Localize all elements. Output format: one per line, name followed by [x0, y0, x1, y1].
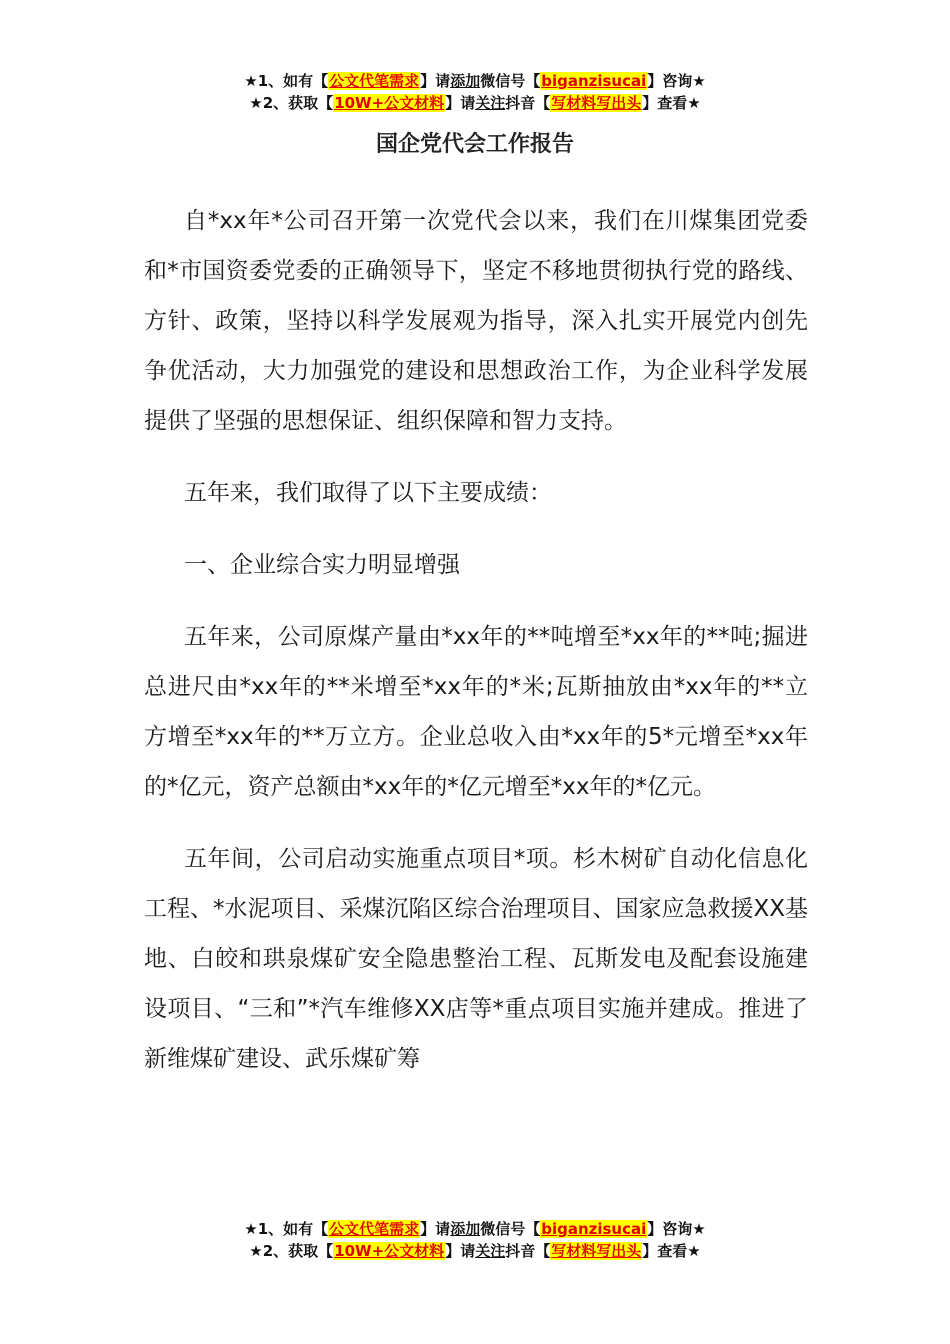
promo-text: 】请	[420, 72, 451, 90]
document-body	[144, 196, 808, 1106]
promo-highlight: 写材料写出头	[551, 94, 642, 112]
promo-underlined: 关注	[475, 94, 506, 112]
promo-highlight: 公文代笔需求	[329, 72, 420, 90]
paragraph: 五年间，公司启动实施重点项目*项。杉木树矿自动化信息化工程、*水泥项目、采煤沉陷区综合治理项目、国家应急救援XX基地、白皎和珙泉煤矿安全隐患整治工程、瓦斯发电及配套设施建设项目、“三和”*汽车维修XX店等*重点项目实施并建成。推进了新维煤矿建设、武乐煤矿筹	[144, 846, 809, 1072]
promo-underlined: 添加	[450, 72, 481, 90]
promo-underlined: 关注	[475, 1242, 506, 1260]
promo-underlined: 添加	[450, 1220, 481, 1238]
promo-line-1	[0, 70, 950, 92]
promo-highlight: 写材料写出头	[551, 1242, 642, 1260]
promo-text: 】请	[420, 1220, 451, 1238]
paragraph: 五年来，我们取得了以下主要成绩：	[184, 480, 552, 506]
promo-text: 】咨询★	[647, 1220, 706, 1238]
promo-line-1	[0, 1218, 950, 1240]
promo-text: ★2、获取【	[249, 94, 334, 112]
promo-highlight: 10W+公文材料	[334, 1242, 445, 1260]
promo-text: 抖音【	[505, 1242, 551, 1260]
promo-text: 微信号【	[480, 72, 541, 90]
promo-text: 】请	[445, 1242, 476, 1260]
promo-highlight: biganzisucai	[541, 72, 647, 90]
paragraph: 自*xx年*公司召开第一次党代会以来，我们在川煤集团党委和*市国资委党委的正确领导下，坚定不移地贯彻执行党的路线、方针、政策，坚持以科学发展观为指导，深入扎实开展党内创先争优活动，大力加强党的建设和思想政治工作，为企业科学发展提供了坚强的思想保证、组织保障和智力支持。	[144, 208, 808, 434]
promo-text: 】查看★	[642, 1242, 701, 1260]
promo-line-2	[0, 92, 950, 114]
promo-text: 微信号【	[480, 1220, 541, 1238]
promo-text: 】查看★	[642, 94, 701, 112]
document-title: 国企党代会工作报告	[375, 132, 574, 157]
promo-highlight: 10W+公文材料	[334, 94, 445, 112]
promo-highlight: biganzisucai	[541, 1220, 647, 1238]
promo-text: ★1、如有【	[244, 1220, 329, 1238]
section-heading: 一、企业综合实力明显增强	[184, 552, 460, 578]
promo-text: ★2、获取【	[249, 1242, 334, 1260]
promo-banner-top	[0, 70, 950, 114]
promo-text: 抖音【	[505, 94, 551, 112]
paragraph: 五年来，公司原煤产量由*xx年的**吨增至*xx年的**吨;掘进总进尺由*xx年的**米增至*xx年的*米;瓦斯抽放由*xx年的**立方增至*xx年的**万立方。企业总收入由*xx年的5*元增至*xx年的*亿元，资产总额由*xx年的*亿元增至*xx年的*亿元。	[144, 624, 808, 800]
promo-text: 】请	[445, 94, 476, 112]
promo-text: ★1、如有【	[244, 72, 329, 90]
promo-text: 】咨询★	[647, 72, 706, 90]
promo-banner-bottom	[0, 1218, 950, 1262]
promo-line-2	[0, 1240, 950, 1262]
promo-highlight: 公文代笔需求	[329, 1220, 420, 1238]
